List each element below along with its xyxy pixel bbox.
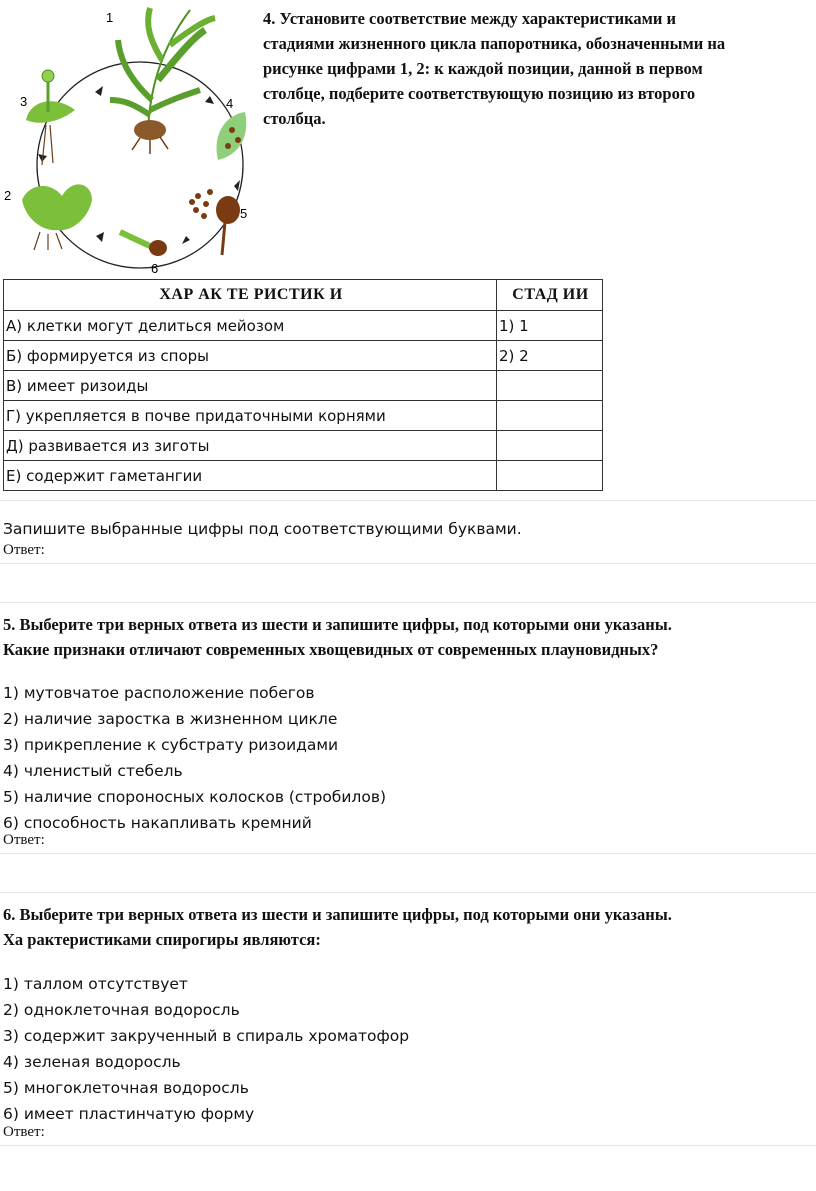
- divider: [0, 563, 816, 564]
- characteristic-cell: Е) содержит гаметангии: [4, 461, 497, 491]
- arrow-head: [205, 96, 214, 104]
- list-item: 2) наличие заростка в жизненном цикле: [3, 710, 338, 728]
- q5-line: Какие признаки отличают современных хвощевидных от современных плауновидных?: [3, 640, 659, 659]
- list-item: 3) содержит закрученный в спираль хроматофор: [3, 1027, 410, 1045]
- figure-label-1: 1: [106, 10, 114, 25]
- q6-line: Ха рактеристиками спирогиры являются:: [3, 930, 321, 949]
- figure-label-6: 6: [151, 261, 159, 276]
- header-stages: СТАД ИИ: [497, 280, 603, 311]
- table-row: [4, 461, 603, 491]
- arrow-head: [234, 180, 240, 191]
- q5-answer-label: Ответ:: [3, 832, 45, 848]
- table-row: [4, 371, 603, 401]
- figure-label-2: 2: [4, 188, 12, 203]
- question-5-text: [3, 612, 813, 662]
- list-item: 1) таллом отсутствует: [3, 975, 188, 993]
- divider: [0, 1145, 816, 1146]
- stage-6-germinating-spore: [120, 232, 167, 256]
- list-item: 4) зеленая водоросль: [3, 1053, 181, 1071]
- q4-line: столбца.: [263, 109, 326, 128]
- figure-label-5: 5: [240, 206, 248, 221]
- arrow-head: [182, 236, 190, 244]
- q6-options: [3, 971, 409, 1127]
- stage-cell: [497, 371, 603, 401]
- list-item: 1) мутовчатое расположение побегов: [3, 684, 315, 702]
- list-item: 5) наличие спороносных колосков (стробилов): [3, 788, 387, 806]
- arrow-head: [96, 232, 104, 242]
- list-item: 2) одноклеточная водоросль: [3, 1001, 240, 1019]
- characteristic-cell: Б) формируется из споры: [4, 341, 497, 371]
- stage-cell: 1) 1: [497, 311, 603, 341]
- table-row: [4, 341, 603, 371]
- cycle-circle: [37, 62, 243, 268]
- arrow-head: [95, 86, 103, 96]
- q4-answer-label: Ответ:: [3, 542, 45, 558]
- q4-line: рисунке цифрами 1, 2: к каждой позиции, данной в первом: [263, 59, 703, 78]
- stage-cell: [497, 431, 603, 461]
- table-row: [4, 401, 603, 431]
- divider: [0, 500, 816, 501]
- characteristic-cell: В) имеет ризоиды: [4, 371, 497, 401]
- list-item: 5) многоклеточная водоросль: [3, 1079, 249, 1097]
- stage-cell: [497, 461, 603, 491]
- list-item: 6) способность накапливать кремний: [3, 814, 312, 832]
- divider: [0, 853, 816, 854]
- fern-life-cycle-figure: [0, 0, 270, 278]
- stage-5-sporangium: [189, 189, 240, 255]
- characteristic-cell: А) клетки могут делиться мейозом: [4, 311, 497, 341]
- q5-options: [3, 680, 386, 836]
- stage-3-young-sporophyte: [26, 70, 75, 165]
- list-item: 3) прикрепление к субстрату ризоидами: [3, 736, 339, 754]
- stage-cell: 2) 2: [497, 341, 603, 371]
- characteristic-cell: Д) развивается из зиготы: [4, 431, 497, 461]
- table-row: [4, 431, 603, 461]
- table-header-row: [4, 280, 603, 311]
- header-characteristics: ХАР АК ТЕ РИСТИК И: [4, 280, 497, 311]
- question-4-text: [263, 6, 813, 131]
- q6-answer-label: Ответ:: [3, 1124, 45, 1140]
- figure-label-4: 4: [226, 96, 234, 111]
- divider: [0, 602, 816, 603]
- q5-line: 5. Выберите три верных ответа из шести и запишите цифры, под которыми они указаны.: [3, 615, 672, 634]
- question-6-text: [3, 902, 813, 952]
- stage-2-prothallus: [22, 184, 92, 250]
- stage-cell: [497, 401, 603, 431]
- q4-line: 4. Установите соответствие между характеристиками и: [263, 9, 676, 28]
- matching-table: [3, 279, 603, 491]
- divider: [0, 892, 816, 893]
- table-row: [4, 311, 603, 341]
- q6-line: 6. Выберите три верных ответа из шести и запишите цифры, под которыми они указаны.: [3, 905, 672, 924]
- q4-line: столбце, подберите соответствующую позицию из второго: [263, 84, 696, 103]
- list-item: 6) имеет пластинчатую форму: [3, 1105, 255, 1123]
- characteristic-cell: Г) укрепляется в почве придаточными корнями: [4, 401, 497, 431]
- q4-instruction: Запишите выбранные цифры под соответствующими буквами.: [3, 520, 522, 538]
- q4-line: стадиями жизненного цикла папоротника, обозначенными на: [263, 34, 726, 53]
- figure-label-3: 3: [20, 94, 28, 109]
- list-item: 4) членистый стебель: [3, 762, 183, 780]
